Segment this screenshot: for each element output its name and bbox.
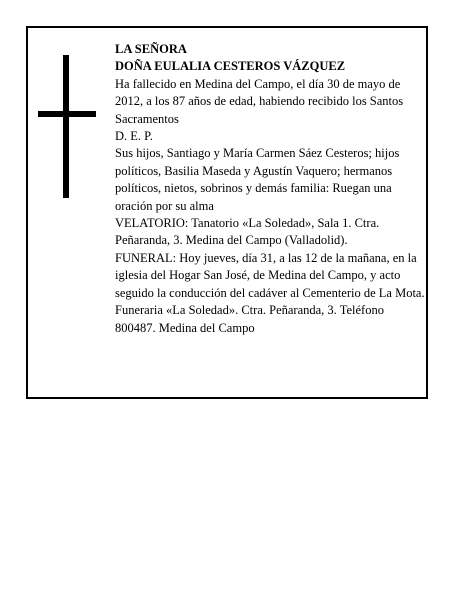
deceased-name: DOÑA EULALIA CESTEROS VÁZQUEZ [115,59,346,74]
notice-title: LA SEÑORA [115,42,187,56]
notice-text [115,41,425,337]
rest-in-peace: D. E. P. [115,129,153,144]
family-mourners: Sus hijos, Santiago y María Carmen Sáez Cesteros; hijos políticos, Basilia Maseda y Agustín Vaquero; hermanos políticos, nietos, sobrinos y demás familia: Ruegan una oración por su alma [115,146,400,213]
cross-vertical-bar [63,55,69,198]
cross-horizontal-bar [38,111,96,117]
wake-details: VELATORIO: Tanatorio «La Soledad», Sala 1. Ctra. Peñaranda, 3. Medina del Campo (Valladolid). [115,216,380,248]
funeral-home-details: Funeraria «La Soledad». Ctra. Peñaranda, 3. Teléfono 800487. Medina del Campo [115,303,384,335]
cross-icon [38,55,96,198]
funeral-details: FUNERAL: Hoy jueves, día 31, a las 12 de la mañana, en la iglesia del Hogar San José, de Medina del Campo, y acto seguido la conducción del cadáver al Cementerio de La Mota. [115,250,425,300]
obituary-notice [26,26,428,399]
death-announcement: Ha fallecido en Medina del Campo, el día 30 de mayo de 2012, a los 87 años de edad, habiendo recibido los Santos Sacramentos [115,76,404,126]
